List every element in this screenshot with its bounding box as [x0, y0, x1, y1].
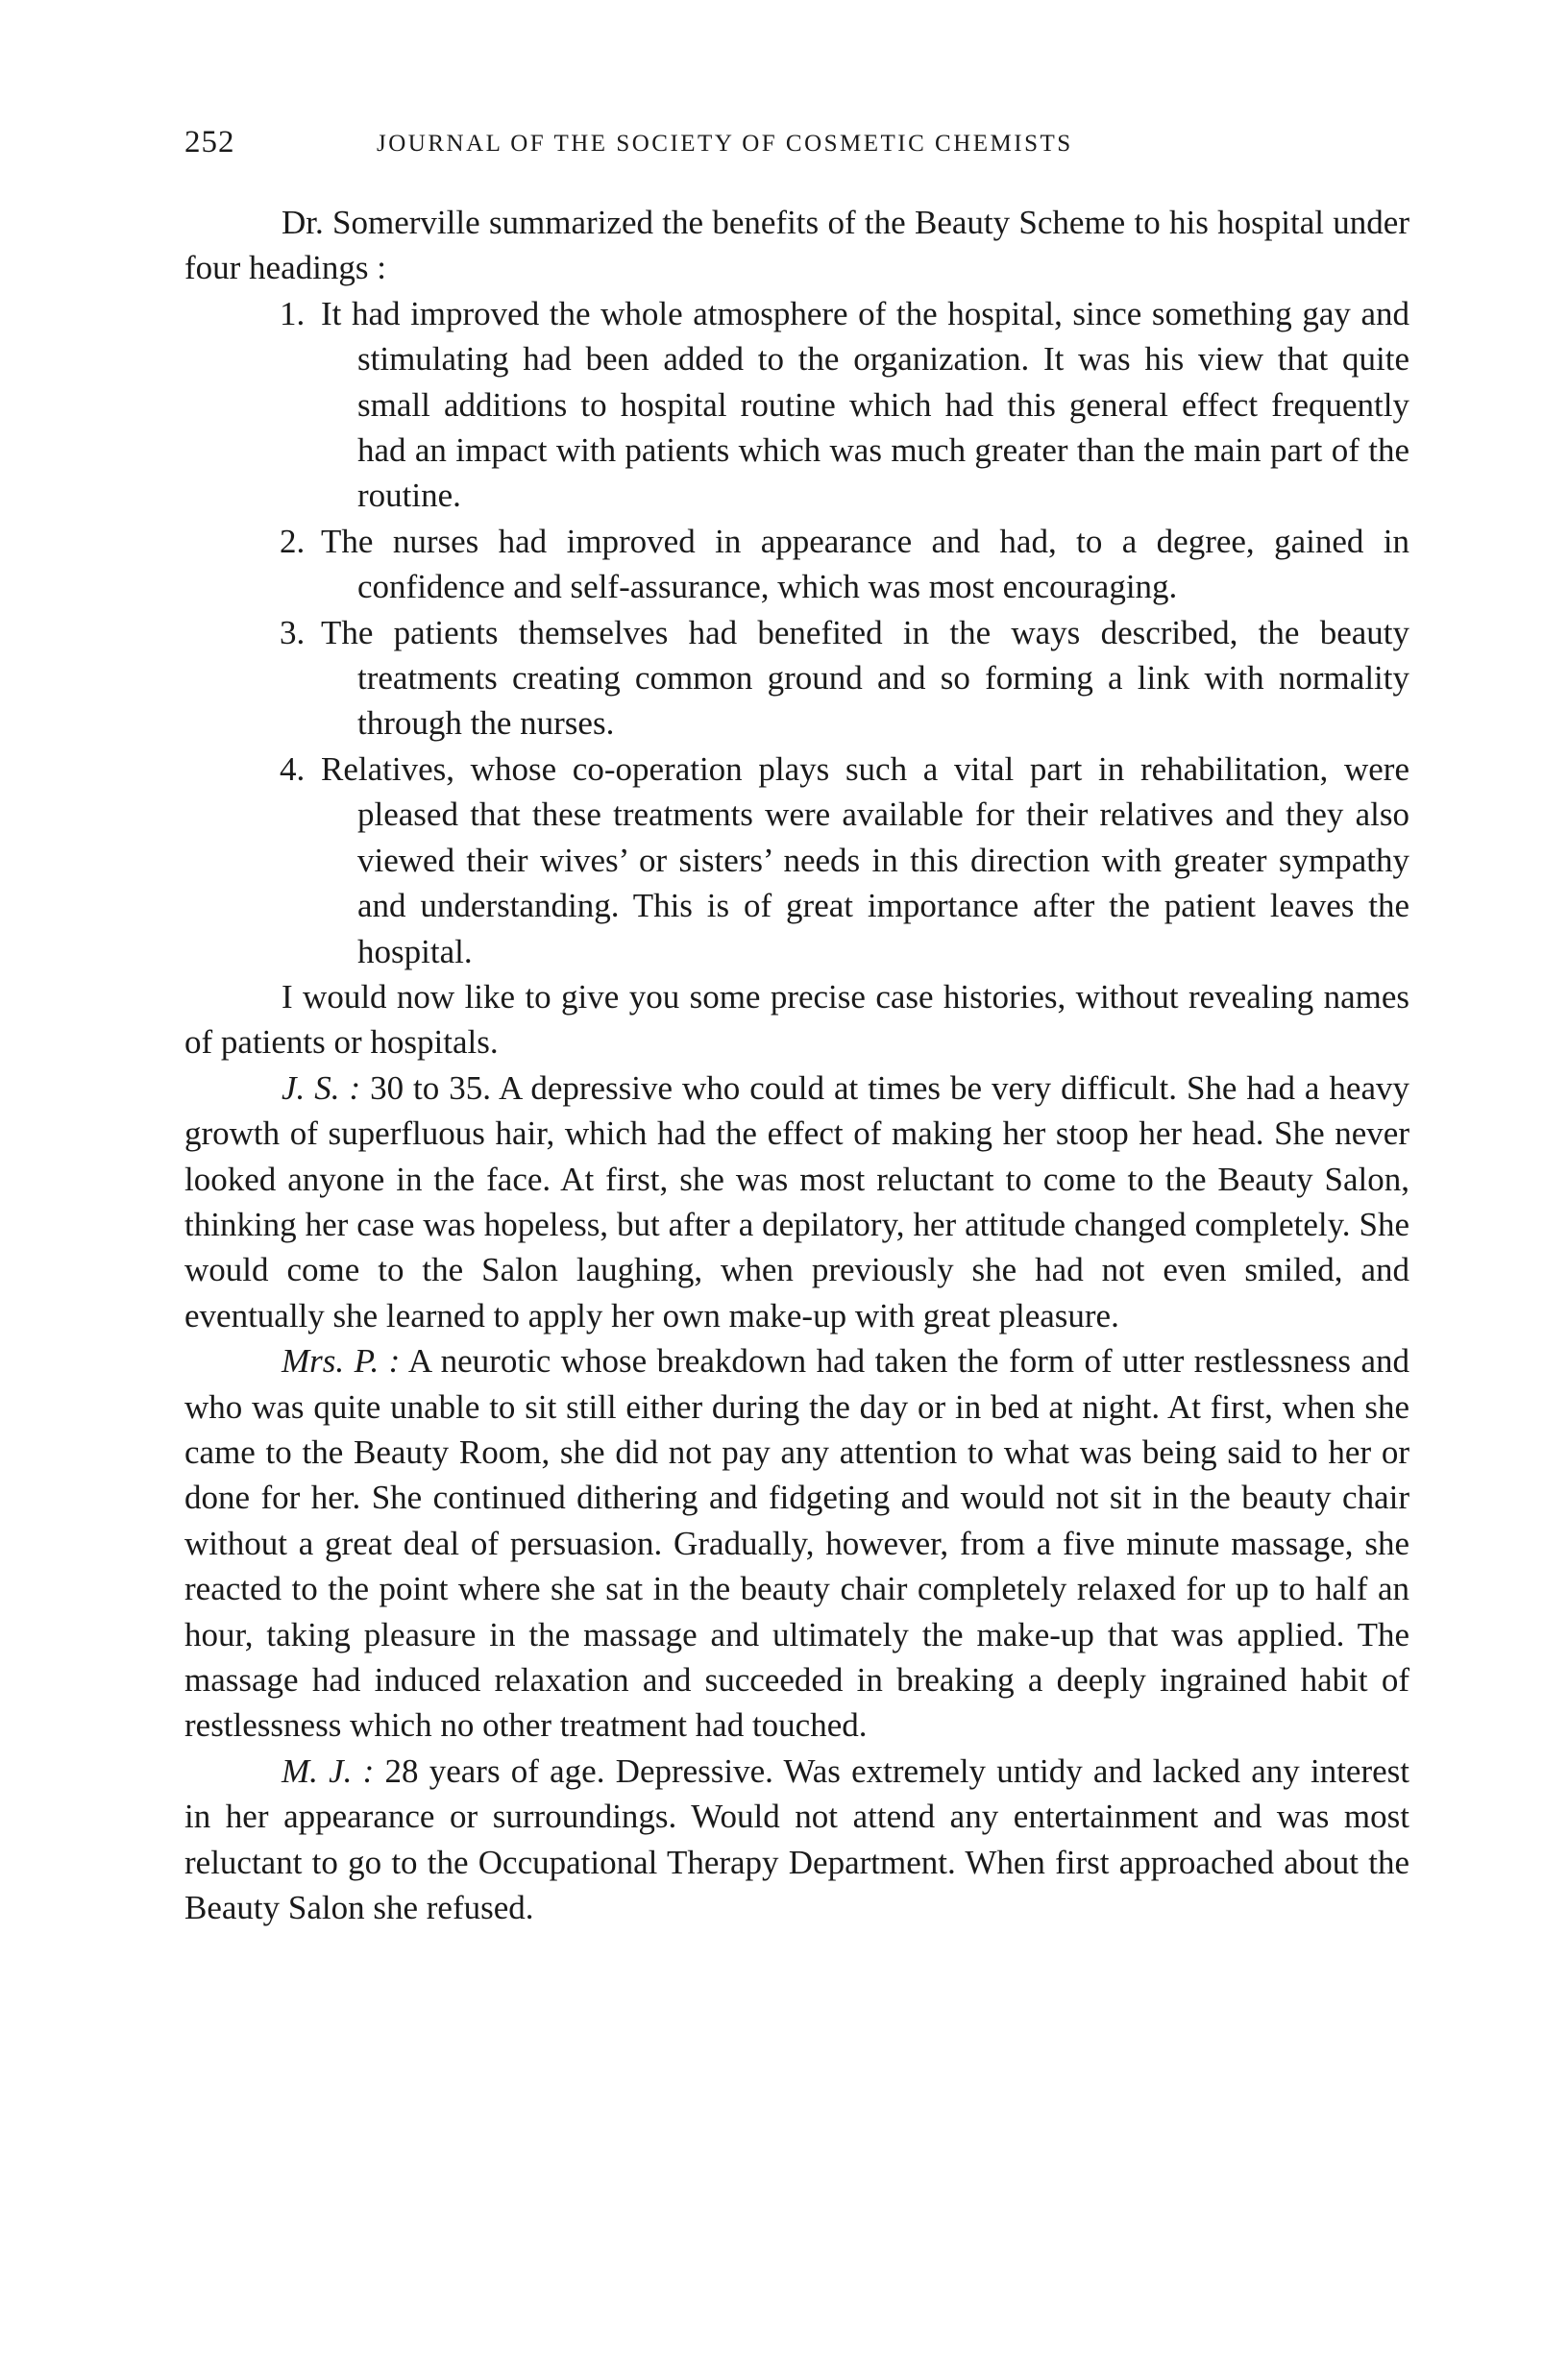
benefit-item	[184, 747, 1409, 974]
benefit-text: Relatives, whose co-operation plays such a vital part in rehabilitation, were pleased that these treatments were available for their relatives and they also viewed their wives’ or sisters’ needs in this direction with greater sympathy and understanding. This is of great importance after the patient leaves the hospital.	[321, 749, 1409, 970]
benefit-item	[184, 291, 1409, 519]
page-number: 252	[184, 125, 235, 159]
benefit-item	[184, 519, 1409, 610]
case-text: 30 to 35. A depressive who could at times be very difficult. She had a heavy growth of superfluous hair, which had the effect of making her stoop her head. She never looked anyone in the face. At first, she was most reluctant to come to the Beauty Salon, thinking her case was hopeless, but after a depilatory, her attitude changed completely. She would come to the Salon laughing, when previously she had not even smiled, and eventually she learned to apply her own make-up with great pleasure.	[184, 1068, 1409, 1334]
intro-paragraph: Dr. Somerville summarized the benefits of the Beauty Scheme to his hospital under four headings :	[184, 204, 1409, 287]
benefit-text: The nurses had improved in appearance and had, to a degree, gained in confidence and self-assurance, which was most encouraging.	[321, 522, 1409, 606]
benefit-number: 2.	[280, 522, 306, 560]
journal-title: JOURNAL OF THE SOCIETY OF COSMETIC CHEMISTS	[377, 131, 1073, 157]
benefit-number: 3.	[280, 613, 306, 651]
transition-paragraph: I would now like to give you some precise case histories, without revealing names of patients or hospitals.	[184, 977, 1409, 1062]
benefit-number: 4.	[280, 749, 306, 788]
case-text: A neurotic whose breakdown had taken the form of utter restlessness and who was quite unable to sit still either during the day or in bed at night. At first, when she came to the Beauty Room, she did not pay any attention to what was being said to her or done for her. She continued dithering and fidgeting and would not sit in the beauty chair without a great deal of persuasion. Gradually, however, from a five minute massage, she reacted to the point where she sat in the beauty chair completely relaxed for up to half an hour, taking pleasure in the massage and ultimately the make-up that was applied. The massage had induced relaxation and succeeded in breaking a deeply ingrained habit of restlessness which no other treatment had touched.	[184, 1342, 1410, 1745]
case-text: 28 years of age. Depressive. Was extremely untidy and lacked any interest in her appearance or surroundings. Would not attend any entertainment and was most reluctant to go to the Occupational Therapy Department. When first approached about the Beauty Salon she refused.	[184, 1751, 1409, 1927]
benefit-text: The patients themselves had benefited in the ways described, the beauty treatments creating common ground and so forming a link with normality through the nurses.	[321, 613, 1409, 743]
journal-page	[184, 125, 1409, 1930]
benefits-list	[184, 291, 1409, 974]
case-name: Mrs. P. :	[282, 1342, 401, 1381]
article-body	[184, 200, 1409, 1930]
case-name: M. J. :	[282, 1751, 375, 1790]
benefit-number: 1.	[280, 294, 306, 332]
running-head	[184, 125, 1409, 183]
benefit-item	[184, 610, 1409, 747]
case-history-paragraph	[184, 1338, 1409, 1749]
case-name: J. S. :	[282, 1068, 361, 1107]
case-history-paragraph	[184, 1065, 1409, 1338]
case-history-paragraph	[184, 1749, 1409, 1931]
benefit-text: It had improved the whole atmosphere of the hospital, since something gay and stimulating had been added to the organization. It was his view that quite small additions to hospital routine which had this general effect frequently had an impact with patients which was much greater than the main part of the routine.	[321, 294, 1409, 515]
